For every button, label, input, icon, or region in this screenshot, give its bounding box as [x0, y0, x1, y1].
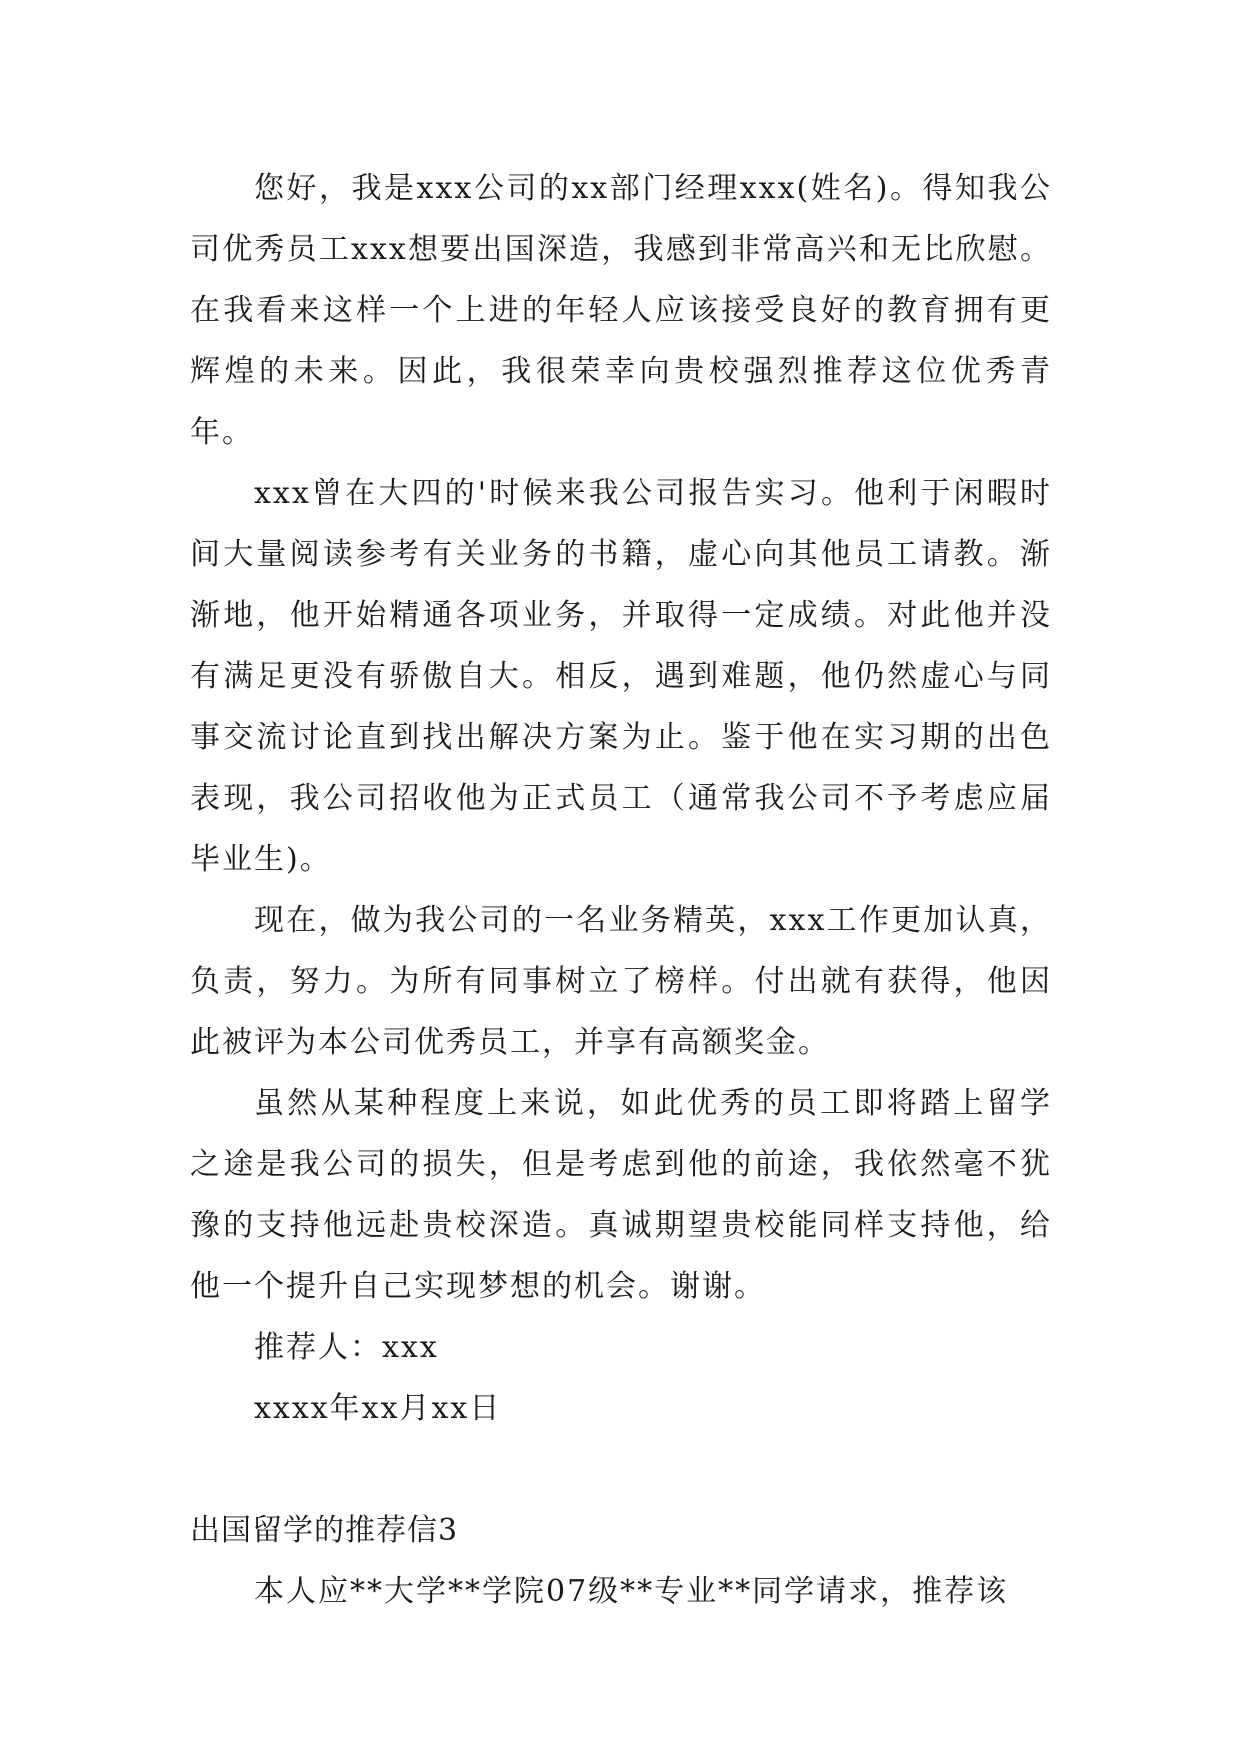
paragraph-next-start: 本人应**大学**学院07级**专业**同学请求，推荐该 [254, 1574, 1009, 1609]
recommender-signature: 推荐人：xxx [254, 1330, 439, 1365]
paragraph-current-role: 现在，做为我公司的一名业务精英，xxx工作更加认真，负责，努力。为所有同事树立了榜样。付出就有获得，他因此被评为本公司优秀员工，并享有高额奖金。 [190, 903, 1052, 1060]
paragraph-closing: 虽然从某种程度上来说，如此优秀的员工即将踏上留学之途是我公司的损失，但是考虑到他的前途，我依然毫不犹豫的支持他远赴贵校深造。真诚期望贵校能同样支持他，给他一个提升自己实现梦想的机会。谢谢。 [190, 1086, 1052, 1304]
section-title: 出国留学的推荐信3 [190, 1513, 459, 1548]
section-gap [190, 1439, 1052, 1500]
paragraph-greeting: 您好，我是xxx公司的xx部门经理xxx(姓名)。得知我公司优秀员工xxx想要出国深造，我感到非常高兴和无比欣慰。在我看来这样一个上进的年轻人应该接受良好的教育拥有更辉煌的未来。因此，我很荣幸向贵校强烈推荐这位优秀青年。 [190, 171, 1052, 450]
letter-body [190, 158, 1052, 1622]
paragraph-internship: xxx曾在大四的'时候来我公司报告实习。他利于闲暇时间大量阅读参考有关业务的书籍，虚心向其他员工请教。渐渐地，他开始精通各项业务，并取得一定成绩。对此他并没有满足更没有骄傲自大。相反，遇到难题，他仍然虚心与同事交流讨论直到找出解决方案为止。鉴于他在实习期的出色表现，我公司招收他为正式员工（通常我公司不予考虑应届毕业生)。 [190, 476, 1052, 877]
letter-date: xxxx年xx月xx日 [254, 1391, 502, 1426]
